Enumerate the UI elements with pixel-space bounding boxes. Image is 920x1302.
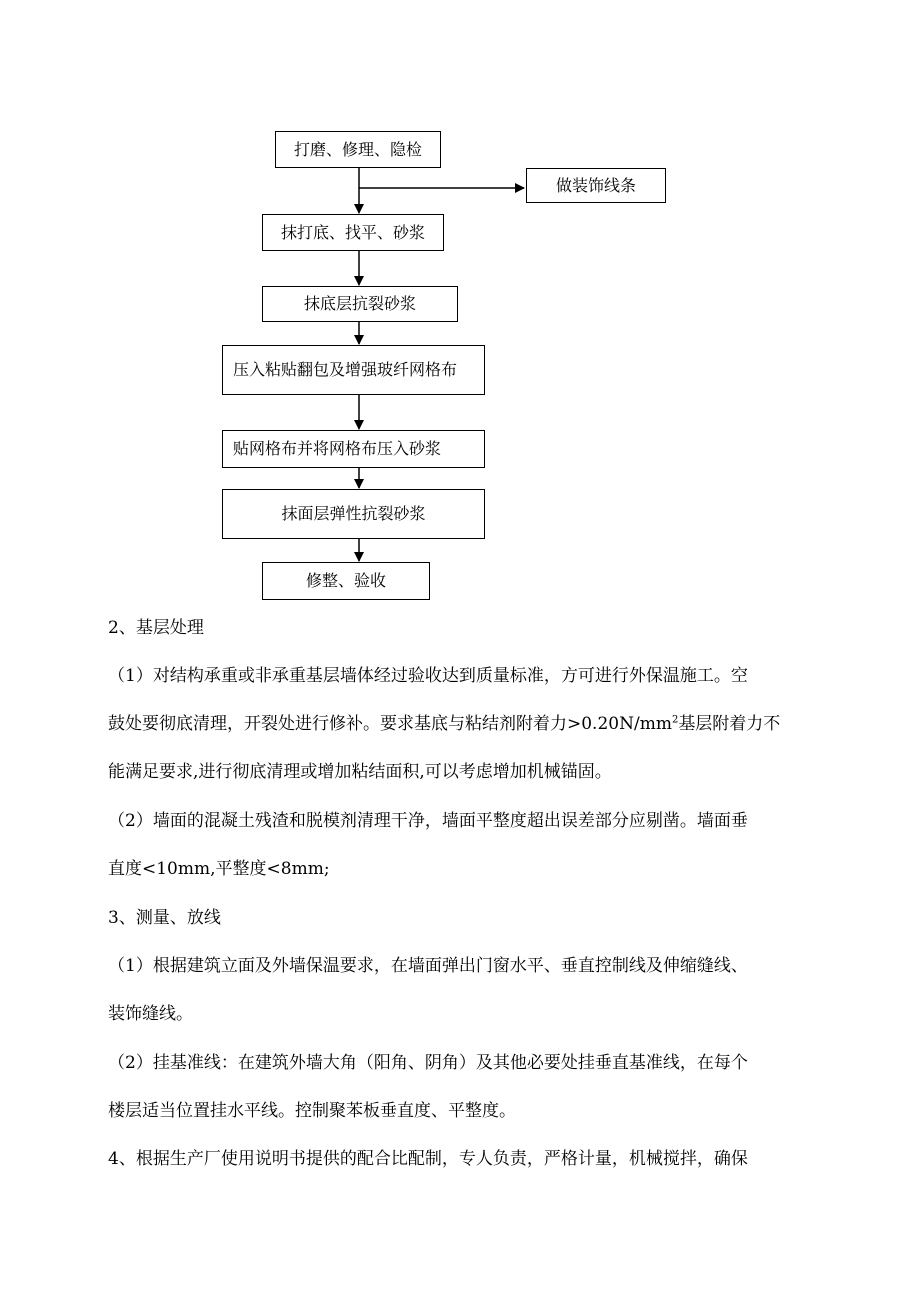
flow-step-2-label: 抹打底、找平、砂浆 — [280, 222, 425, 242]
s3-p2-line-1: （2）挂基准线：在建筑外墙大角（阳角、阴角）及其他必要处挂垂直基准线，在每个 — [108, 1053, 748, 1073]
flow-step-4-label: 压入粘贴翻包及增强玻纤网格布 — [233, 360, 458, 379]
flow-step-7-label: 修整、验收 — [305, 571, 386, 590]
s3-p1-line-1: （1）根据建筑立面及外墙保温要求，在墙面弹出门窗水平、垂直控制线及伸缩缝线、 — [108, 956, 748, 976]
s2-p2-line-1: （2）墙面的混凝土残渣和脱模剂清理干净，墙面平整度超出误差部分应剔凿。墙面垂 — [108, 811, 748, 831]
section-2-heading: 2、基层处理 — [108, 618, 204, 638]
s3-p2-line-2: 楼层适当位置挂水平线。控制聚苯板垂直度、平整度。 — [108, 1101, 516, 1121]
section-3-heading: 3、测量、放线 — [108, 908, 221, 928]
s2-p1-line-1: （1）对结构承重或非承重基层墙体经过验收达到质量标准，方可进行外保温施工。空 — [108, 666, 748, 686]
flow-step-1-label: 打磨、修理、隐检 — [293, 139, 422, 159]
s2-p1-line-2b: 基层附着力不 — [678, 714, 781, 734]
flow-side-step-label: 做装饰线条 — [555, 175, 636, 195]
flow-step-3-label: 抹底层抗裂砂浆 — [303, 294, 416, 313]
s2-p1-line-3: 能满足要求,进行彻底清理或增加粘结面积,可以考虑增加机械锚固。 — [108, 762, 612, 782]
document-body — [108, 0, 818, 1302]
s2-p1-line-2 — [108, 709, 780, 734]
flow-step-6-label: 抹面层弹性抗裂砂浆 — [281, 504, 426, 523]
s2-p1-line-2a: 鼓处要彻底清理，开裂处进行修补。要求基底与粘结剂附着力>0.20N/mm — [108, 714, 672, 734]
squared-superscript: 2 — [671, 714, 679, 726]
s2-p2-line-2: 直度<10mm,平整度<8mm; — [108, 859, 330, 879]
s3-p1-line-2: 装饰缝线。 — [108, 1004, 193, 1024]
section-4-line-1: 4、根据生产厂使用说明书提供的配合比配制，专人负责，严格计量，机械搅拌，确保 — [108, 1149, 748, 1169]
flow-step-5-label: 贴网格布并将网格布压入砂浆 — [233, 439, 442, 458]
